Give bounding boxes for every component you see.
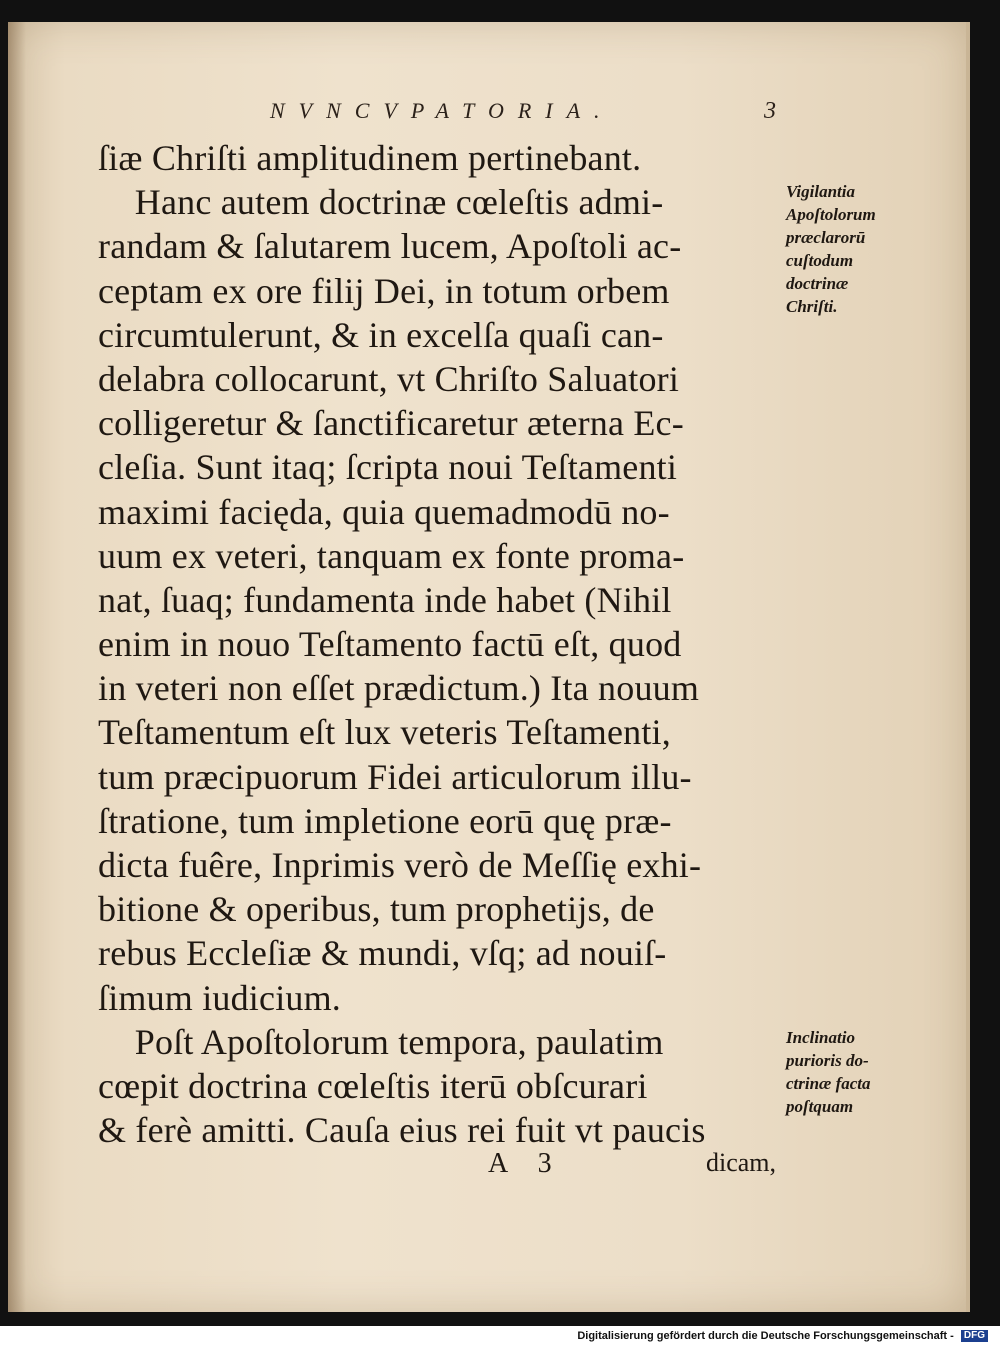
text-line: delabra collocarunt, vt Chriſto Saluatori (98, 358, 680, 399)
signature-mark: A 3 (488, 1148, 564, 1179)
running-head: NVNCVPATORIA. (270, 98, 614, 123)
text-line: Teſtamentum eſt lux veteris Teſtamenti, (98, 712, 671, 753)
digitization-footer (577, 1330, 988, 1342)
marginal-note-line: præclarorū (786, 228, 866, 247)
text-line: uum ex veteri, tanquam ex fonte proma- (98, 535, 685, 576)
marginal-note-inclinatio (786, 1026, 916, 1118)
marginal-note-vigilantia (786, 180, 916, 318)
text-line: ceptam ex ore filij Dei, in totum orbem (98, 270, 670, 311)
text-line: dicta fuêre, Inprimis verò de Meſſię exhi- (98, 845, 702, 885)
marginal-note-line: Inclinatio (786, 1028, 855, 1047)
marginal-note-line: cuſtodum (786, 251, 854, 270)
text-line: tum præcipuorum Fidei articulorum illu- (98, 756, 692, 797)
page-number: 3 (764, 98, 776, 124)
text-line: circumtulerunt, & in excelſa quaſi can- (98, 314, 664, 355)
text-line: rebus Eccleſiæ & mundi, vſq; ad nouiſ- (98, 933, 667, 974)
text-line: nat, ſuaq; fundamenta inde habet (Nihil (98, 579, 672, 620)
text-line: Hanc autem doctrinæ cœleſtis admi- (98, 182, 664, 223)
text-line: ſiæ Chriſti amplitudinem pertinebant. (98, 138, 642, 178)
page-edge (966, 22, 970, 1312)
body-text (98, 136, 782, 1152)
text-line: maximi facięda, quia quemadmodū no- (98, 491, 670, 532)
text-line: randam & ſalutarem lucem, Apoſtoli ac- (98, 226, 682, 267)
text-line: in veteri non eſſet prædictum.) Ita nouum (98, 668, 700, 709)
dfg-logo: DFG (961, 1330, 988, 1342)
marginal-note-line: Vigilantia (786, 182, 855, 201)
text-line: bitione & operibus, tum prophetijs, de (98, 889, 655, 930)
text-line: Poſt Apoſtolorum tempora, paulatim (98, 1021, 664, 1062)
marginal-note-line: Chriſti. (786, 297, 838, 316)
catchword: dicam, (706, 1148, 777, 1177)
marginal-note-line: ctrinæ facta (786, 1074, 871, 1093)
text-line: ſtratione, tum impletione eorū quę præ- (98, 800, 672, 841)
text-line: & ferè amitti. Cauſa eius rei fuit vt paucis (98, 1110, 706, 1151)
text-line: enim in nouo Teſtamento factū eſt, quod (98, 624, 682, 665)
text-line: ſimum iudicium. (98, 977, 341, 1018)
page-gutter-shadow (8, 22, 26, 1312)
footer-text: Digitalisierung gefördert durch die Deutsche Forschungsgemeinschaft - (577, 1330, 954, 1342)
text-line: cœpit doctrina cœleſtis iterū obſcurari (98, 1065, 648, 1106)
text-line: colligeretur & ſanctificaretur æterna Ec- (98, 403, 684, 444)
marginal-note-line: doctrinæ (786, 274, 849, 293)
marginal-note-line: purioris do- (786, 1051, 869, 1070)
text-line: cleſia. Sunt itaq; ſcripta noui Teſtamenti (98, 447, 678, 488)
marginal-note-line: poſtquam (786, 1097, 854, 1116)
marginal-note-line: Apoſtolorum (786, 205, 876, 224)
